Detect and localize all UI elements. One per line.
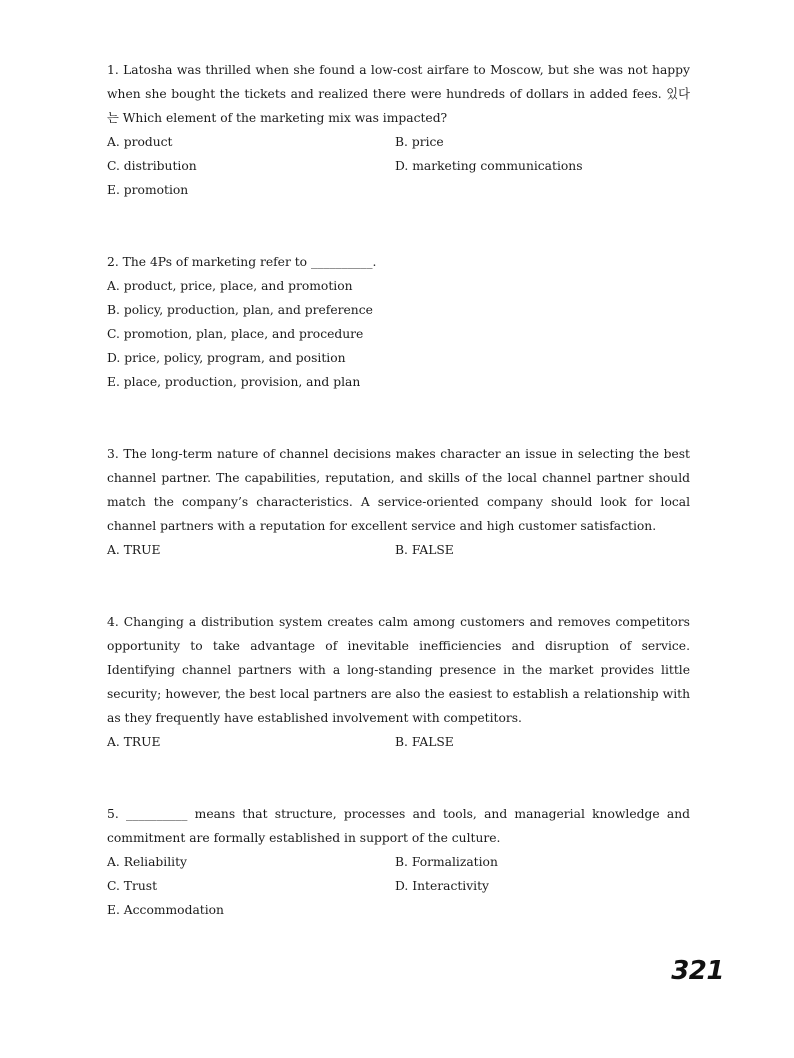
option-b: B. FALSE [395, 735, 454, 749]
option-a: A. TRUE [107, 543, 161, 557]
option-d: D. Interactivity [395, 879, 489, 893]
question-5 [107, 802, 690, 922]
question-stem: 3. The long-term nature of channel decisions makes character an issue in selecting the best channel partner. The capabilities, reputation, and skills of the local channel partner should match the company’s characteristics. A service-oriented company should look for local channel partners with a reputation for excellent service and high customer satisfaction. [107, 447, 690, 533]
option-a: A. product, price, place, and promotion [107, 279, 353, 293]
question-stem: 5. __________ means that structure, processes and tools, and managerial knowledge and commitment are formally established in support of the culture. [107, 807, 690, 845]
option-d: D. price, policy, program, and position [107, 351, 346, 365]
option-b: B. FALSE [395, 543, 454, 557]
option-e: E. promotion [107, 183, 189, 197]
option-c: C. distribution [107, 159, 197, 173]
option-a: A. Reliability [107, 855, 187, 869]
question-stem: 1. Latosha was thrilled when she found a low-cost airfare to Moscow, but she was not happy when she bought the tickets and realized there were hundreds of dollars in added fees. 있다는 Which element of the marketing mix was impacted? [107, 63, 690, 125]
page-number: 321 [671, 956, 724, 986]
option-c: C. Trust [107, 879, 158, 893]
answer-options [107, 274, 690, 394]
answer-options [107, 538, 690, 562]
answer-options [107, 730, 690, 754]
question-4 [107, 610, 690, 754]
question-stem: 2. The 4Ps of marketing refer to __________. [107, 255, 377, 269]
option-a: A. product [107, 135, 173, 149]
answer-options [107, 130, 690, 202]
option-b: B. price [395, 135, 444, 149]
option-b: B. Formalization [395, 855, 498, 869]
option-e: E. Accommodation [107, 903, 224, 917]
question-3 [107, 442, 690, 562]
option-b: B. policy, production, plan, and preference [107, 303, 373, 317]
option-e: E. place, production, provision, and plan [107, 375, 361, 389]
option-c: C. promotion, plan, place, and procedure [107, 327, 364, 341]
answer-options [107, 850, 690, 922]
question-2 [107, 250, 690, 394]
option-d: D. marketing communications [395, 159, 583, 173]
question-1 [107, 58, 690, 202]
option-a: A. TRUE [107, 735, 161, 749]
question-stem: 4. Changing a distribution system creates calm among customers and removes competitors opportunity to take advantage of inevitable inefficiencies and disruption of service. Identifying channel partners with a long-standing presence in the market provides little security; however, the best local partners are also the easiest to establish a relationship with as they frequently have established involvement with competitors. [107, 615, 690, 725]
